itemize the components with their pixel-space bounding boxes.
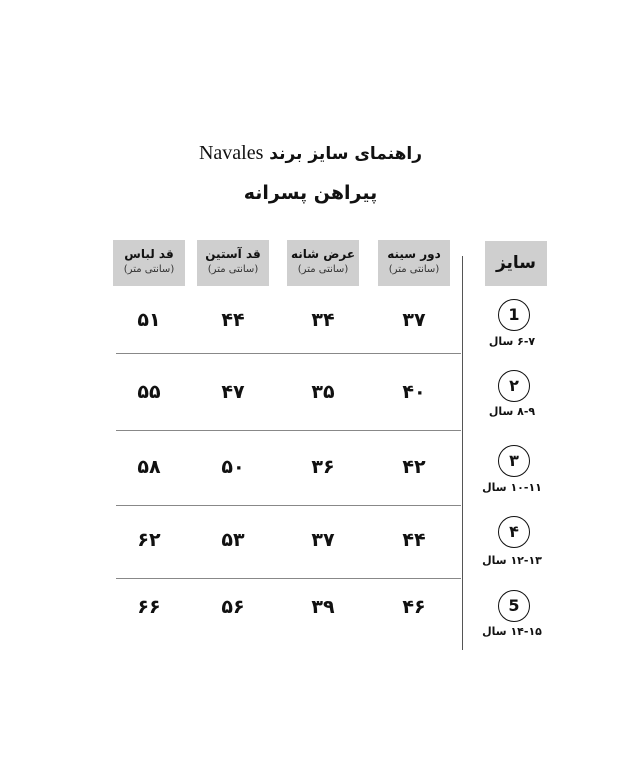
header-chest-unit: (سانتی متر) bbox=[388, 264, 440, 275]
chest-value: ۴۲ bbox=[402, 456, 426, 478]
header-sleeve bbox=[197, 240, 269, 286]
header-shoulder bbox=[287, 240, 359, 286]
shoulder-value: ۳۶ bbox=[311, 456, 335, 478]
age-range: ۶-۷ سال bbox=[488, 335, 536, 348]
size-badge: 1 bbox=[498, 299, 530, 331]
shoulder-value: ۳۷ bbox=[311, 529, 335, 551]
header-sleeve-label: قد آستین bbox=[205, 247, 261, 261]
page-title bbox=[0, 142, 621, 165]
age-range: ۱۰-۱۱ سال bbox=[482, 481, 542, 494]
sleeve-value: ۴۷ bbox=[221, 381, 245, 403]
header-chest bbox=[378, 240, 450, 286]
age-range: ۱۲-۱۳ سال bbox=[482, 554, 542, 567]
length-value: ۵۱ bbox=[137, 309, 161, 331]
size-badge: 5 bbox=[498, 590, 530, 622]
length-value: ۵۵ bbox=[137, 381, 161, 403]
chest-value: ۴۰ bbox=[402, 381, 426, 403]
row-divider bbox=[116, 578, 461, 579]
brand-name: Navales bbox=[198, 142, 264, 164]
chest-value: ۴۶ bbox=[402, 596, 426, 618]
sleeve-value: ۵۰ bbox=[221, 456, 245, 478]
size-badge: ۴ bbox=[498, 516, 530, 548]
shoulder-value: ۳۹ bbox=[311, 596, 335, 618]
column-divider bbox=[462, 256, 463, 650]
header-sleeve-unit: (سانتی متر) bbox=[207, 264, 259, 275]
row-divider bbox=[116, 505, 461, 506]
header-shoulder-unit: (سانتی متر) bbox=[297, 264, 349, 275]
row-divider bbox=[116, 430, 461, 431]
sleeve-value: ۵۶ bbox=[221, 596, 245, 618]
sleeve-value: ۴۴ bbox=[221, 309, 245, 331]
size-badge: ۲ bbox=[498, 370, 530, 402]
header-length-unit: (سانتی متر) bbox=[123, 264, 175, 275]
age-range: ۸-۹ سال bbox=[488, 405, 536, 418]
sleeve-value: ۵۳ bbox=[221, 529, 245, 551]
age-range: ۱۴-۱۵ سال bbox=[482, 625, 542, 638]
header-length bbox=[113, 240, 185, 286]
title-prefix: راهنمای سایز برند bbox=[269, 144, 423, 164]
shoulder-value: ۳۴ bbox=[311, 309, 335, 331]
length-value: ۶۶ bbox=[137, 596, 161, 618]
length-value: ۵۸ bbox=[137, 456, 161, 478]
row-divider bbox=[116, 353, 461, 354]
header-length-label: قد لباس bbox=[124, 247, 174, 261]
header-shoulder-label: عرض شانه bbox=[290, 247, 356, 261]
chest-value: ۴۴ bbox=[402, 529, 426, 551]
size-badge: ۳ bbox=[498, 445, 530, 477]
length-value: ۶۲ bbox=[137, 529, 161, 551]
shoulder-value: ۳۵ bbox=[311, 381, 335, 403]
header-chest-label: دور سینه bbox=[387, 247, 441, 261]
page-subtitle: پیراهن پسرانه bbox=[243, 182, 378, 204]
chest-value: ۳۷ bbox=[402, 309, 426, 331]
header-size: سایز bbox=[485, 241, 547, 286]
